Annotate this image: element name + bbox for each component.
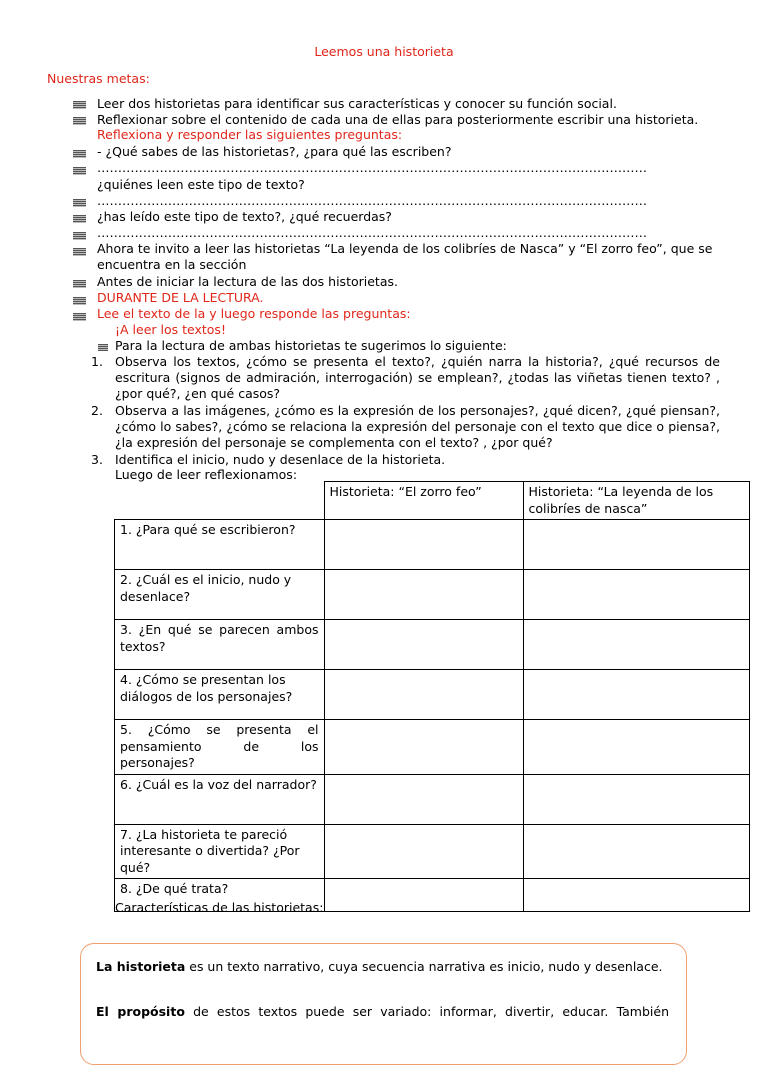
bullet-icon	[73, 117, 86, 125]
step-2-line-3: ¿la expresión del personaje se complementa con el texto? , ¿por qué?	[115, 435, 553, 450]
answer-cell[interactable]	[324, 774, 523, 824]
bullet-icon	[73, 248, 86, 256]
step-1-line-1: Observa los textos, ¿cómo se presenta el texto?, ¿quién narra la historia?, ¿qué recursos de	[115, 354, 720, 369]
question-1: - ¿Qué sabes de las historietas?, ¿para qué las escriben?	[97, 144, 452, 159]
read-instruction: Lee el texto de la y luego responde las preguntas:	[97, 306, 411, 321]
answer-cell[interactable]	[324, 670, 523, 720]
table-question: 8. ¿De qué trata?	[115, 879, 325, 912]
during-reading-heading: DURANTE DE LA LECTURA.	[97, 290, 264, 305]
before-reading: Antes de iniciar la lectura de las dos historietas.	[97, 274, 398, 289]
goal-2: Reflexionar sobre el contenido de cada una de ellas para posteriormente escribir una historieta.	[97, 112, 699, 127]
answer-cell[interactable]	[523, 520, 749, 570]
bullet-icon	[73, 232, 86, 240]
answer-cell[interactable]	[324, 520, 523, 570]
question-3: ¿has leído este tipo de texto?, ¿qué recuerdas?	[97, 209, 392, 224]
table-question: 5. ¿Cómo se presenta el pensamiento de los personajes?	[115, 720, 325, 775]
purpose-text: de estos textos puede ser variado: informar, divertir, educar. También	[184, 1004, 669, 1019]
answer-cell[interactable]	[324, 720, 523, 775]
answer-line-1: ……………………………………………………………………………………………………………………	[97, 160, 647, 175]
table-row	[115, 520, 750, 570]
step-1-line-2: escritura (signos de admiración, interrogación) se emplean?, ¿todas las viñetas tienen texto? ,	[115, 370, 720, 385]
step-number: 3.	[91, 452, 103, 467]
suggestion-intro: Para la lectura de ambas historietas te sugerimos lo siguiente:	[115, 338, 507, 353]
definition-text: es un texto narrativo, cuya secuencia narrativa es inicio, nudo y desenlace.	[185, 959, 663, 974]
info-paragraph-2	[96, 1003, 669, 1020]
invite-line-1: Ahora te invito a leer las historietas “La leyenda de los colibríes de Nasca” y “El zorro feo”, que se	[97, 241, 713, 256]
table-row	[115, 570, 750, 620]
invite-line-2: encuentra en la sección	[97, 257, 247, 272]
answer-cell[interactable]	[523, 879, 749, 912]
table-question: 4. ¿Cómo se presentan los diálogos de los personajes?	[115, 670, 325, 720]
step-3-line-1: Identifica el inicio, nudo y desenlace de la historieta.	[115, 452, 446, 467]
info-paragraph-1	[96, 958, 669, 975]
answer-line-3: ……………………………………………………………………………………………………………………	[97, 225, 647, 240]
page-title: Leemos una historieta	[314, 44, 454, 59]
answer-cell[interactable]	[523, 824, 749, 879]
answer-cell[interactable]	[523, 670, 749, 720]
table-question: 2. ¿Cuál es el inicio, nudo y desenlace?	[115, 570, 325, 620]
table-question: 7. ¿La historieta te pareció interesante o divertida? ¿Por qué?	[115, 824, 325, 879]
step-number: 2.	[91, 403, 103, 418]
sub-bullet-icon	[98, 344, 108, 351]
answer-cell[interactable]	[324, 570, 523, 620]
term-proposito: El propósito	[96, 1004, 185, 1019]
answer-cell[interactable]	[523, 774, 749, 824]
table-row	[115, 774, 750, 824]
step-2-line-2: ¿cómo lo sabes?, ¿cómo se relaciona la expresión del personaje con el texto que dice o piensa?,	[115, 419, 720, 434]
table-corner	[115, 482, 325, 520]
after-reading: Luego de leer reflexionamos:	[115, 467, 298, 482]
answer-cell[interactable]	[324, 620, 523, 670]
bullet-icon	[73, 297, 86, 305]
question-2: ¿quiénes leen este tipo de texto?	[97, 177, 305, 192]
answer-cell[interactable]	[324, 879, 523, 912]
table-question: 1. ¿Para qué se escribieron?	[115, 520, 325, 570]
goals-heading: Nuestras metas:	[47, 71, 150, 86]
bullet-icon	[73, 150, 86, 158]
step-2-line-1: Observa a las imágenes, ¿cómo es la expresión de los personajes?, ¿qué dicen?, ¿qué piensan?,	[115, 403, 720, 418]
table-header-zorro: Historieta: “El zorro feo”	[324, 482, 523, 520]
term-historieta: La historieta	[96, 959, 186, 974]
table-question: 6. ¿Cuál es la voz del narrador?	[115, 774, 325, 824]
bullet-icon	[73, 215, 86, 223]
answer-cell[interactable]	[523, 570, 749, 620]
characteristics-heading: Características de las historietas:	[115, 900, 324, 915]
table-row	[115, 824, 750, 879]
answer-cell[interactable]	[523, 620, 749, 670]
bullet-icon	[73, 199, 86, 207]
goal-1: Leer dos historietas para identificar sus características y conocer su función social.	[97, 96, 617, 111]
bullet-icon	[73, 101, 86, 109]
step-1-line-3: ¿por qué?, ¿en qué casos?	[115, 386, 281, 401]
table-row	[115, 720, 750, 775]
answer-cell[interactable]	[523, 720, 749, 775]
step-number: 1.	[91, 354, 103, 369]
answer-cell[interactable]	[324, 824, 523, 879]
comparison-table	[114, 481, 750, 912]
answer-line-2: ……………………………………………………………………………………………………………………	[97, 193, 647, 208]
lets-read: ¡A leer los textos!	[115, 322, 226, 337]
reflect-instruction: Reflexiona y responder las siguientes preguntas:	[97, 127, 403, 142]
table-row	[115, 670, 750, 720]
bullet-icon	[73, 167, 86, 175]
table-row	[115, 620, 750, 670]
table-header-colibries: Historieta: “La leyenda de los colibríes de nasca”	[523, 482, 749, 520]
table-question: 3. ¿En qué se parecen ambos textos?	[115, 620, 325, 670]
bullet-icon	[73, 313, 86, 321]
bullet-icon	[73, 280, 86, 288]
